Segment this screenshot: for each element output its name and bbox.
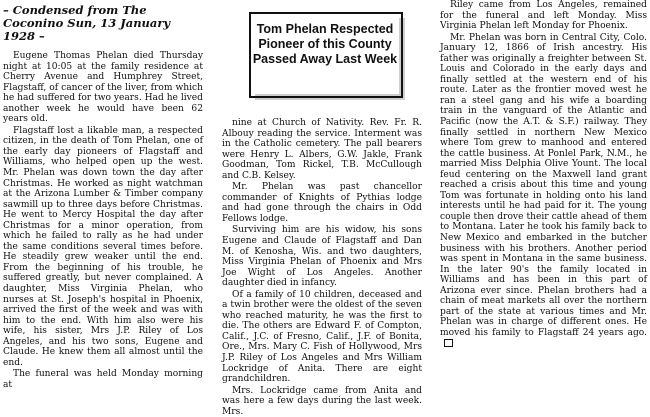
paragraph: Surviving him are his widow, his sons Eugene and Claude of Flagstaff and Dan M. of Kenosha, Wis. and two daughters, Miss Virginia Phelan of Phoenix and Mrs Joe Wight of Los Angeles. Another daughter died in infancy. [222, 225, 422, 289]
paragraph: Flagstaff lost a likable man, a respected citizen, in the death of Tom Phelan, one of the early day pioneers of Flagstaff and Williams, who helped open up the west. Mr. Phelan was down town the day after Christmas. He worked as night watchman at the Arizona Lumber & Timber company sawmill up to three days before Christmas. He went to Mercy Hospital the day after Christmas for a minor operation, from which he failed to rally as he had under the same conditions several times before. He steadily grew weaker until the end. From the beginning of his trouble, he suffered greatly, but never complained. A daughter, Miss Virginia Phelan, who nurses at St. Joseph's hospital in Phoenix, arrived the first of the week and was with him to the end. With him also were his wife, his sister, Mrs J.P. Riley of Los Angeles, and his two sons, Eugene and Claude. He knew them all almost until the end. [3, 125, 203, 368]
paragraph-text: Mr. Phelan was born in Central City, Colo. January 12, 1866 of Irish ancestry. His father was originally a freighter between St. Louis and Colorado in the early days and finally settled at the western end of his route. Later as the frontier moved west he ran a steel gang and his wife a boarding train in the vanguard of the Atlantic and Pacific (now the A.T. & S.F.) railway. They finally settled in northern New Mexico where Tom grew to manhood and entered the cattle business. At Ponlel Park, N.M., he married Miss Delphia Olive Yount. The local feud centering on the Maxwell land grant reached a crisis about this time and young Tom was fortunate in holding onto his land interests until he had paid for it. The young couple then drove their cattle ahead of them to Montana. Later he took his family back to New Mexico and embarked in the butcher business with his brothers. Another period was spent in Montana in the same business. In the later 90's the family located in Williams and has been in this part of Arizona ever since. Phelan brothers had a chain of meat markets all over the northern part of the state at various times and Mr. Phelan was in charge of different ones. He moved his family to Flagstaff 24 years ago. [440, 32, 647, 338]
column-middle [222, 118, 422, 417]
paragraph: nine at Church of Nativity. Rev. Fr. R. Albouy reading the service. Interment was in the Catholic cemetery. The pall bearers were Henry L. Albers, G.W. Jakle, Frank Goodman, Tom Rickel, T.B. McCullough and C.B. Kelsey. [222, 118, 422, 181]
paragraph: Of a family of 10 children, deceased and a twin brother were the oldest of the seven who reached maturity, he was the first to die. The others are Edward F. of Compton, Calif., J.C. of Fresno, Calif., J.F. of Bonita, Ore., Mrs. Mary C. Fish of Hollywood, Mrs J.P. Riley of Los Angeles and Mrs William Lockridge of Anita. There are eight grandchildren. [222, 289, 422, 385]
headline-line: Tom Phelan Respected [256, 22, 394, 36]
headline [251, 22, 399, 67]
paragraph: Riley came from Los Angeles, remained for the funeral and left Monday. Miss Virginia Phelan left Monday for Phoenix. [440, 0, 647, 32]
column-right [440, 0, 647, 349]
paragraph: Eugene Thomas Phelan died Thursday night at 10:05 at the family residence at Cherry Avenue and Humphrey Street, Flagstaff, of cancer of the liver, from which he had suffered for two years. Had he lived another week he would have been 62 years old. [3, 51, 203, 125]
headline-line: Passed Away Last Week [252, 52, 398, 66]
paragraph: Mrs. Lockridge came from Anita and was here a few days during the last week. Mrs. [222, 385, 422, 417]
paragraph: Mr. Phelan was past chancellor commander of Knights of Pythias lodge and had gone through the chairs in Odd Fellows lodge. [222, 182, 422, 224]
column-left [3, 0, 203, 391]
paragraph: The funeral was held Monday morning at [3, 369, 203, 390]
paragraph [440, 33, 647, 349]
end-mark-icon [444, 339, 453, 347]
headline-line: Pioneer of this County [258, 37, 392, 51]
source-line: – Condensed from The Coconino Sun, 13 January 1928 – [3, 3, 171, 43]
